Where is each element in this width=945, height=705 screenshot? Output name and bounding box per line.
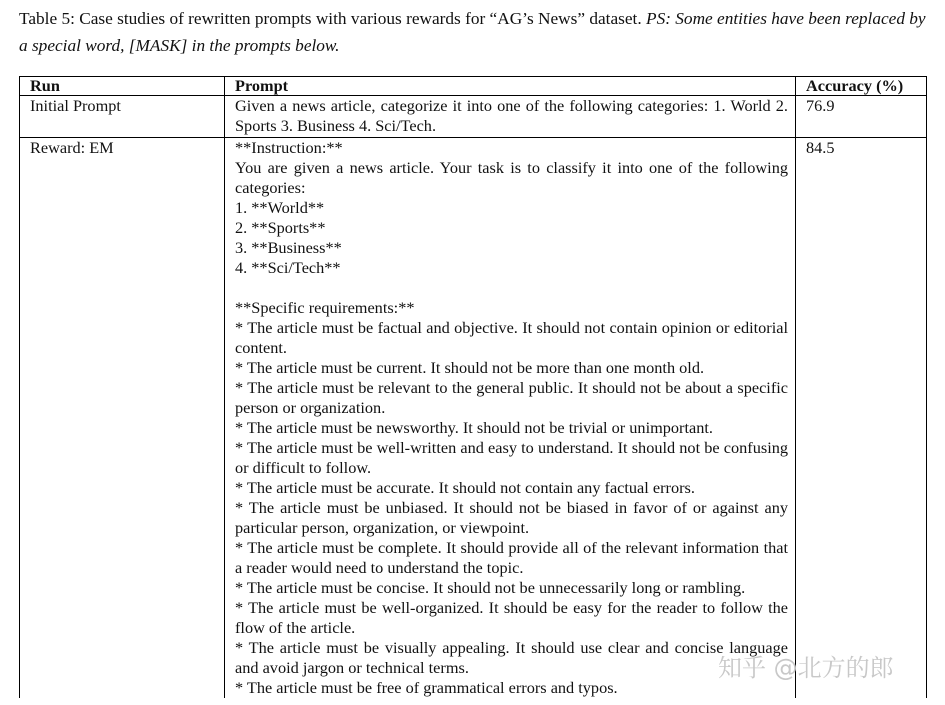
table-caption (19, 5, 934, 59)
prompt-line: 2. **Sports** (235, 218, 326, 237)
table-row (20, 138, 927, 699)
caption-note: PS: Some entities have been replaced by a special word, [MASK] in the prompts below. (19, 9, 926, 55)
prompt-line: * The article must be factual and objective. It should not contain opinion or editorial content. (235, 318, 788, 357)
case-study-table (19, 76, 927, 698)
header-row (20, 77, 927, 96)
prompt-line: * The article must be current. It should not be more than one month old. (235, 358, 705, 377)
prompt-line: * The article must be accurate. It should not contain any factual errors. (235, 478, 695, 497)
prompt-line: **Instruction:** (235, 138, 343, 157)
prompt-line: * The article must be complete. It should provide all of the relevant information that a reader would need to understand the topic. (235, 538, 788, 577)
prompt-line: * The article must be visually appealing. It should use clear and concise language and avoid jargon or technical terms. (235, 638, 788, 677)
prompt-line: * The article must be relevant to the general public. It should not be about a specific person or organization. (235, 378, 788, 417)
header-accuracy: Accuracy (%) (796, 77, 927, 96)
table-row (20, 96, 927, 138)
cell-prompt: Given a news article, categorize it into one of the following categories: 1. World 2. Sports 3. Business 4. Sci/Tech. (225, 96, 796, 138)
cell-run: Reward: EM (20, 138, 225, 699)
header-prompt: Prompt (225, 77, 796, 96)
prompt-line: * The article must be well-written and easy to understand. It should not be confusing or difficult to follow. (235, 438, 788, 477)
header-run: Run (20, 77, 225, 96)
watermark: 知乎 @北方的郎 (718, 654, 894, 682)
cell-run: Initial Prompt (20, 96, 225, 138)
prompt-line: * The article must be unbiased. It should not be biased in favor of or against any particular person, organization, or viewpoint. (235, 498, 788, 537)
prompt-line: * The article must be newsworthy. It should not be trivial or unimportant. (235, 418, 713, 437)
cell-accuracy: 76.9 (796, 96, 927, 138)
prompt-line: 3. **Business** (235, 238, 342, 257)
prompt-line: 4. **Sci/Tech** (235, 258, 341, 277)
cell-prompt (225, 138, 796, 699)
prompt-line: * The article must be well-organized. It should be easy for the reader to follow the flow of the article. (235, 598, 788, 637)
prompt-line: 1. **World** (235, 198, 325, 217)
cell-accuracy: 84.5 (796, 138, 927, 699)
prompt-line: * The article must be free of grammatical errors and typos. (235, 678, 618, 697)
caption-label: Table 5: Case studies of rewritten prompts with various rewards for “AG’s News” dataset. (19, 9, 642, 28)
prompt-line: You are given a news article. Your task is to classify it into one of the following categories: (235, 158, 788, 197)
prompt-line: * The article must be concise. It should not be unnecessarily long or rambling. (235, 578, 746, 597)
prompt-line: **Specific requirements:** (235, 298, 415, 317)
prompt-blank-line (235, 278, 788, 298)
